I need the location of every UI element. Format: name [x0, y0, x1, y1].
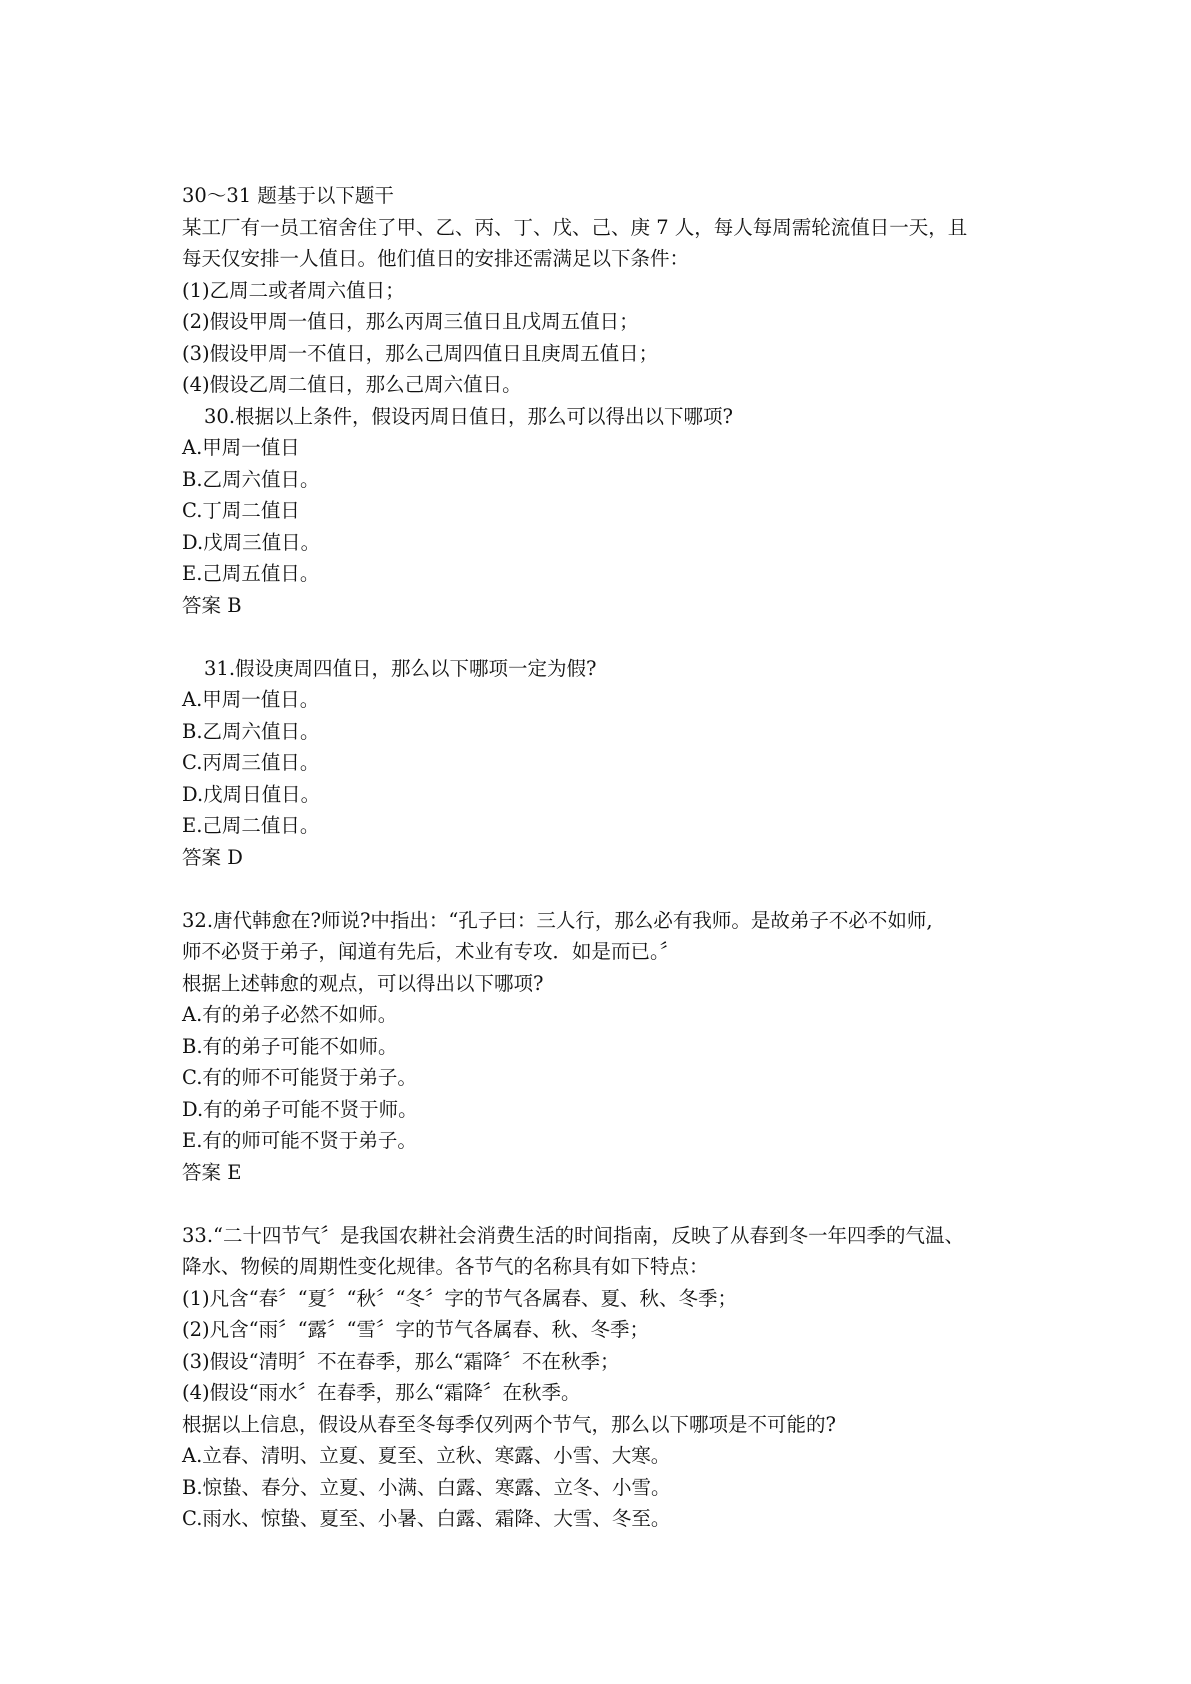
- question-33-line: 33.“二十四节气〞是我国农耕社会消费生活的时间指南，反映了从春到冬一年四季的气温、: [182, 1223, 964, 1247]
- option-e: E.己周二值日。: [182, 814, 320, 837]
- condition-line: (4)假设乙周二值日，那么己周六值日。: [182, 373, 522, 396]
- option-d: D.戊周日值日。: [182, 782, 321, 806]
- question-32-line: 根据上述韩愈的观点，可以得出以下哪项?: [182, 971, 544, 995]
- condition-line: (2)假设甲周一值日，那么丙周三值日且戊周五值日；: [182, 310, 639, 333]
- option-b: B.有的弟子可能不如师。: [182, 1034, 398, 1058]
- option-a: A.有的弟子必然不如师。: [182, 1003, 398, 1026]
- condition-line: (3)假设“清明〞不在春季，那么“霜降〞不在秋季；: [182, 1349, 620, 1373]
- option-d: D.戊周三值日。: [182, 530, 321, 554]
- option-c: C.丙周三值日。: [182, 751, 320, 774]
- answer-31: 答案 D: [182, 845, 243, 869]
- question-31: 31.假设庚周四值日，那么以下哪项一定为假?: [204, 656, 597, 680]
- option-a: A.甲周一值日。: [182, 688, 320, 711]
- stem-line: 每天仅安排一人值日。他们值日的安排还需满足以下条件：: [182, 247, 690, 270]
- stem-line: 某工厂有一员工宿舍住了甲、乙、丙、丁、戊、己、庚 7 人，每人每周需轮流值日一天，且: [182, 215, 968, 239]
- question-33-line: 根据以上信息，假设从春至冬每季仅列两个节气，那么以下哪项是不可能的?: [182, 1412, 836, 1436]
- condition-line: (3)假设甲周一不值日，那么己周四值日且庚周五值日；: [182, 341, 659, 365]
- option-c: C.丁周二值日: [182, 499, 300, 522]
- question-30: 30.根据以上条件，假设丙周日值日，那么可以得出以下哪项?: [204, 404, 733, 428]
- option-b: B.惊蛰、春分、立夏、小满、白露、寒露、立冬、小雪。: [182, 1475, 671, 1499]
- option-d: D.有的弟子可能不贤于师。: [182, 1097, 418, 1121]
- document-text: [182, 180, 1022, 1535]
- option-a: A.甲周一值日: [182, 436, 300, 459]
- condition-line: (2)凡含“雨〞“露〞“雪〞字的节气各属春、秋、冬季；: [182, 1318, 650, 1341]
- question-33-line: 降水、物候的周期性变化规律。各节气的名称具有如下特点：: [182, 1255, 709, 1278]
- option-c: C.雨水、惊蛰、夏至、小暑、白露、霜降、大雪、冬至。: [182, 1507, 671, 1530]
- option-b: B.乙周六值日。: [182, 467, 320, 491]
- option-c: C.有的师不可能贤于弟子。: [182, 1066, 417, 1089]
- question-32-line: 师不必贤于弟子，闻道有先后，术业有专攻．如是而已。〞: [182, 940, 680, 963]
- option-a: A.立春、清明、立夏、夏至、立秋、寒露、小雪、大寒。: [182, 1444, 671, 1467]
- condition-line: (1)乙周二或者周六值日；: [182, 278, 405, 302]
- spacer: [182, 1188, 1022, 1220]
- option-e: E.有的师可能不贤于弟子。: [182, 1129, 417, 1152]
- section-header: 30～31 题基于以下题干: [182, 184, 394, 207]
- answer-32: 答案 E: [182, 1160, 242, 1184]
- question-32-line: 32.唐代韩愈在?师说?中指出：“孔子曰：三人行，那么必有我师。是故弟子不必不如师,: [182, 908, 933, 932]
- answer-30: 答案 B: [182, 593, 242, 617]
- condition-line: (4)假设“雨水〞在春季，那么“霜降〞在秋季。: [182, 1381, 581, 1404]
- condition-line: (1)凡含“春〞“夏〞“秋〞“冬〞字的节气各属春、夏、秋、冬季；: [182, 1286, 737, 1310]
- option-b: B.乙周六值日。: [182, 719, 320, 743]
- spacer: [182, 873, 1022, 905]
- option-e: E.己周五值日。: [182, 562, 320, 585]
- spacer: [182, 621, 1022, 653]
